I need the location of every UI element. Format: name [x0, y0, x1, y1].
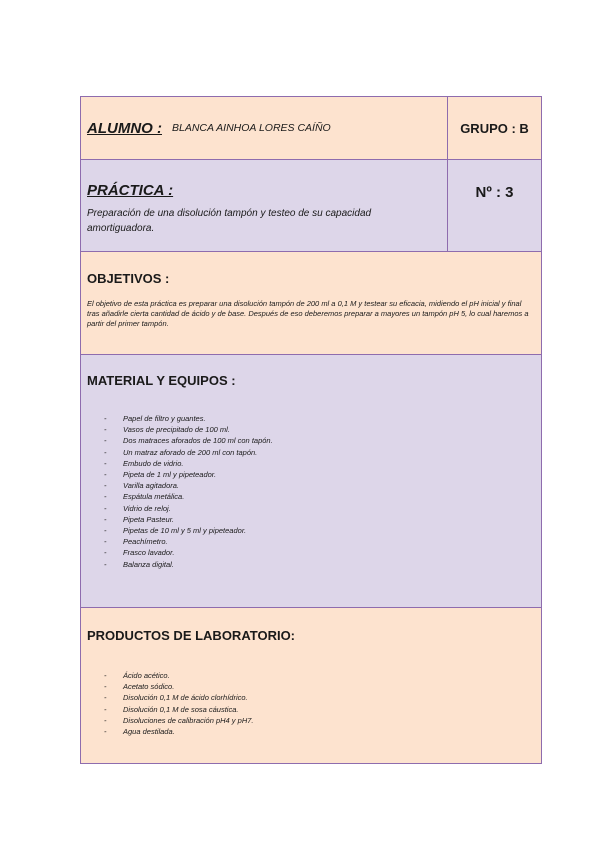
list-item: - Disoluciones de calibración pH4 y pH7.	[104, 715, 535, 726]
objectives-text: El objetivo de esta práctica es preparar una disolución tampón de 200 ml a 0,1 M y testear su eficacia, midiendo el pH inicial y final tras añadirle cierta cantidad de ácido y de base. Después de eso deberemos preparar a mayores un tampón pH 5, lo cual haremos a partir del primer tampón.	[87, 299, 529, 328]
list-item: - Varilla agitadora.	[104, 480, 535, 491]
practice-number: Nº : 3	[475, 184, 514, 201]
list-item: - Peachímetro.	[104, 536, 535, 547]
materials-cell	[81, 355, 541, 607]
materials-row	[81, 355, 541, 608]
lab-report-sheet	[80, 96, 542, 764]
alumno-label: ALUMNO :	[87, 119, 162, 137]
objectives-row	[81, 252, 541, 355]
materials-title: MATERIAL Y EQUIPOS :	[87, 373, 236, 388]
practice-description: Preparación de una disolución tampón y testeo de su capacidad amortiguadora.	[87, 208, 372, 234]
list-item: - Un matraz aforado de 200 ml con tapón.	[104, 447, 535, 458]
list-item: - Dos matraces aforados de 100 ml con tapón.	[104, 435, 535, 446]
list-item: - Espátula metálica.	[104, 491, 535, 502]
list-item: - Embudo de vidrio.	[104, 458, 535, 469]
practice-row	[81, 160, 541, 252]
list-item: - Papel de filtro y guantes.	[104, 413, 535, 424]
list-item: - Disolución 0,1 M de ácido clorhídrico.	[104, 692, 535, 703]
list-item: - Pipeta Pasteur.	[104, 514, 535, 525]
list-item: - Vidrio de reloj.	[104, 503, 535, 514]
list-item: - Frasco lavador.	[104, 547, 535, 558]
student-cell	[81, 97, 447, 159]
list-item: - Disolución 0,1 M de sosa cáustica.	[104, 704, 535, 715]
products-list	[87, 670, 535, 737]
list-item: - Ácido acético.	[104, 670, 535, 681]
practice-cell	[81, 160, 447, 251]
student-row	[81, 97, 541, 160]
student-name: BLANCA AINHOA LORES CAÍÑO	[172, 122, 331, 134]
list-item: - Pipetas de 10 ml y 5 ml y pipeteador.	[104, 525, 535, 536]
number-cell	[447, 160, 541, 251]
list-item: - Pipeta de 1 ml y pipeteador.	[104, 469, 535, 480]
products-row	[81, 608, 541, 763]
group-label: GRUPO : B	[460, 120, 529, 136]
group-cell	[447, 97, 541, 159]
objectives-cell	[81, 252, 541, 354]
products-cell	[81, 608, 541, 763]
objectives-title: OBJETIVOS :	[87, 271, 170, 286]
products-title: PRODUCTOS DE LABORATORIO:	[87, 628, 296, 643]
materials-list	[87, 413, 535, 570]
practica-label: PRÁCTICA :	[87, 182, 174, 199]
list-item: - Vasos de precipitado de 100 ml.	[104, 424, 535, 435]
list-item: - Acetato sódico.	[104, 681, 535, 692]
list-item: - Balanza digital.	[104, 559, 535, 570]
list-item: - Agua destilada.	[104, 726, 535, 737]
